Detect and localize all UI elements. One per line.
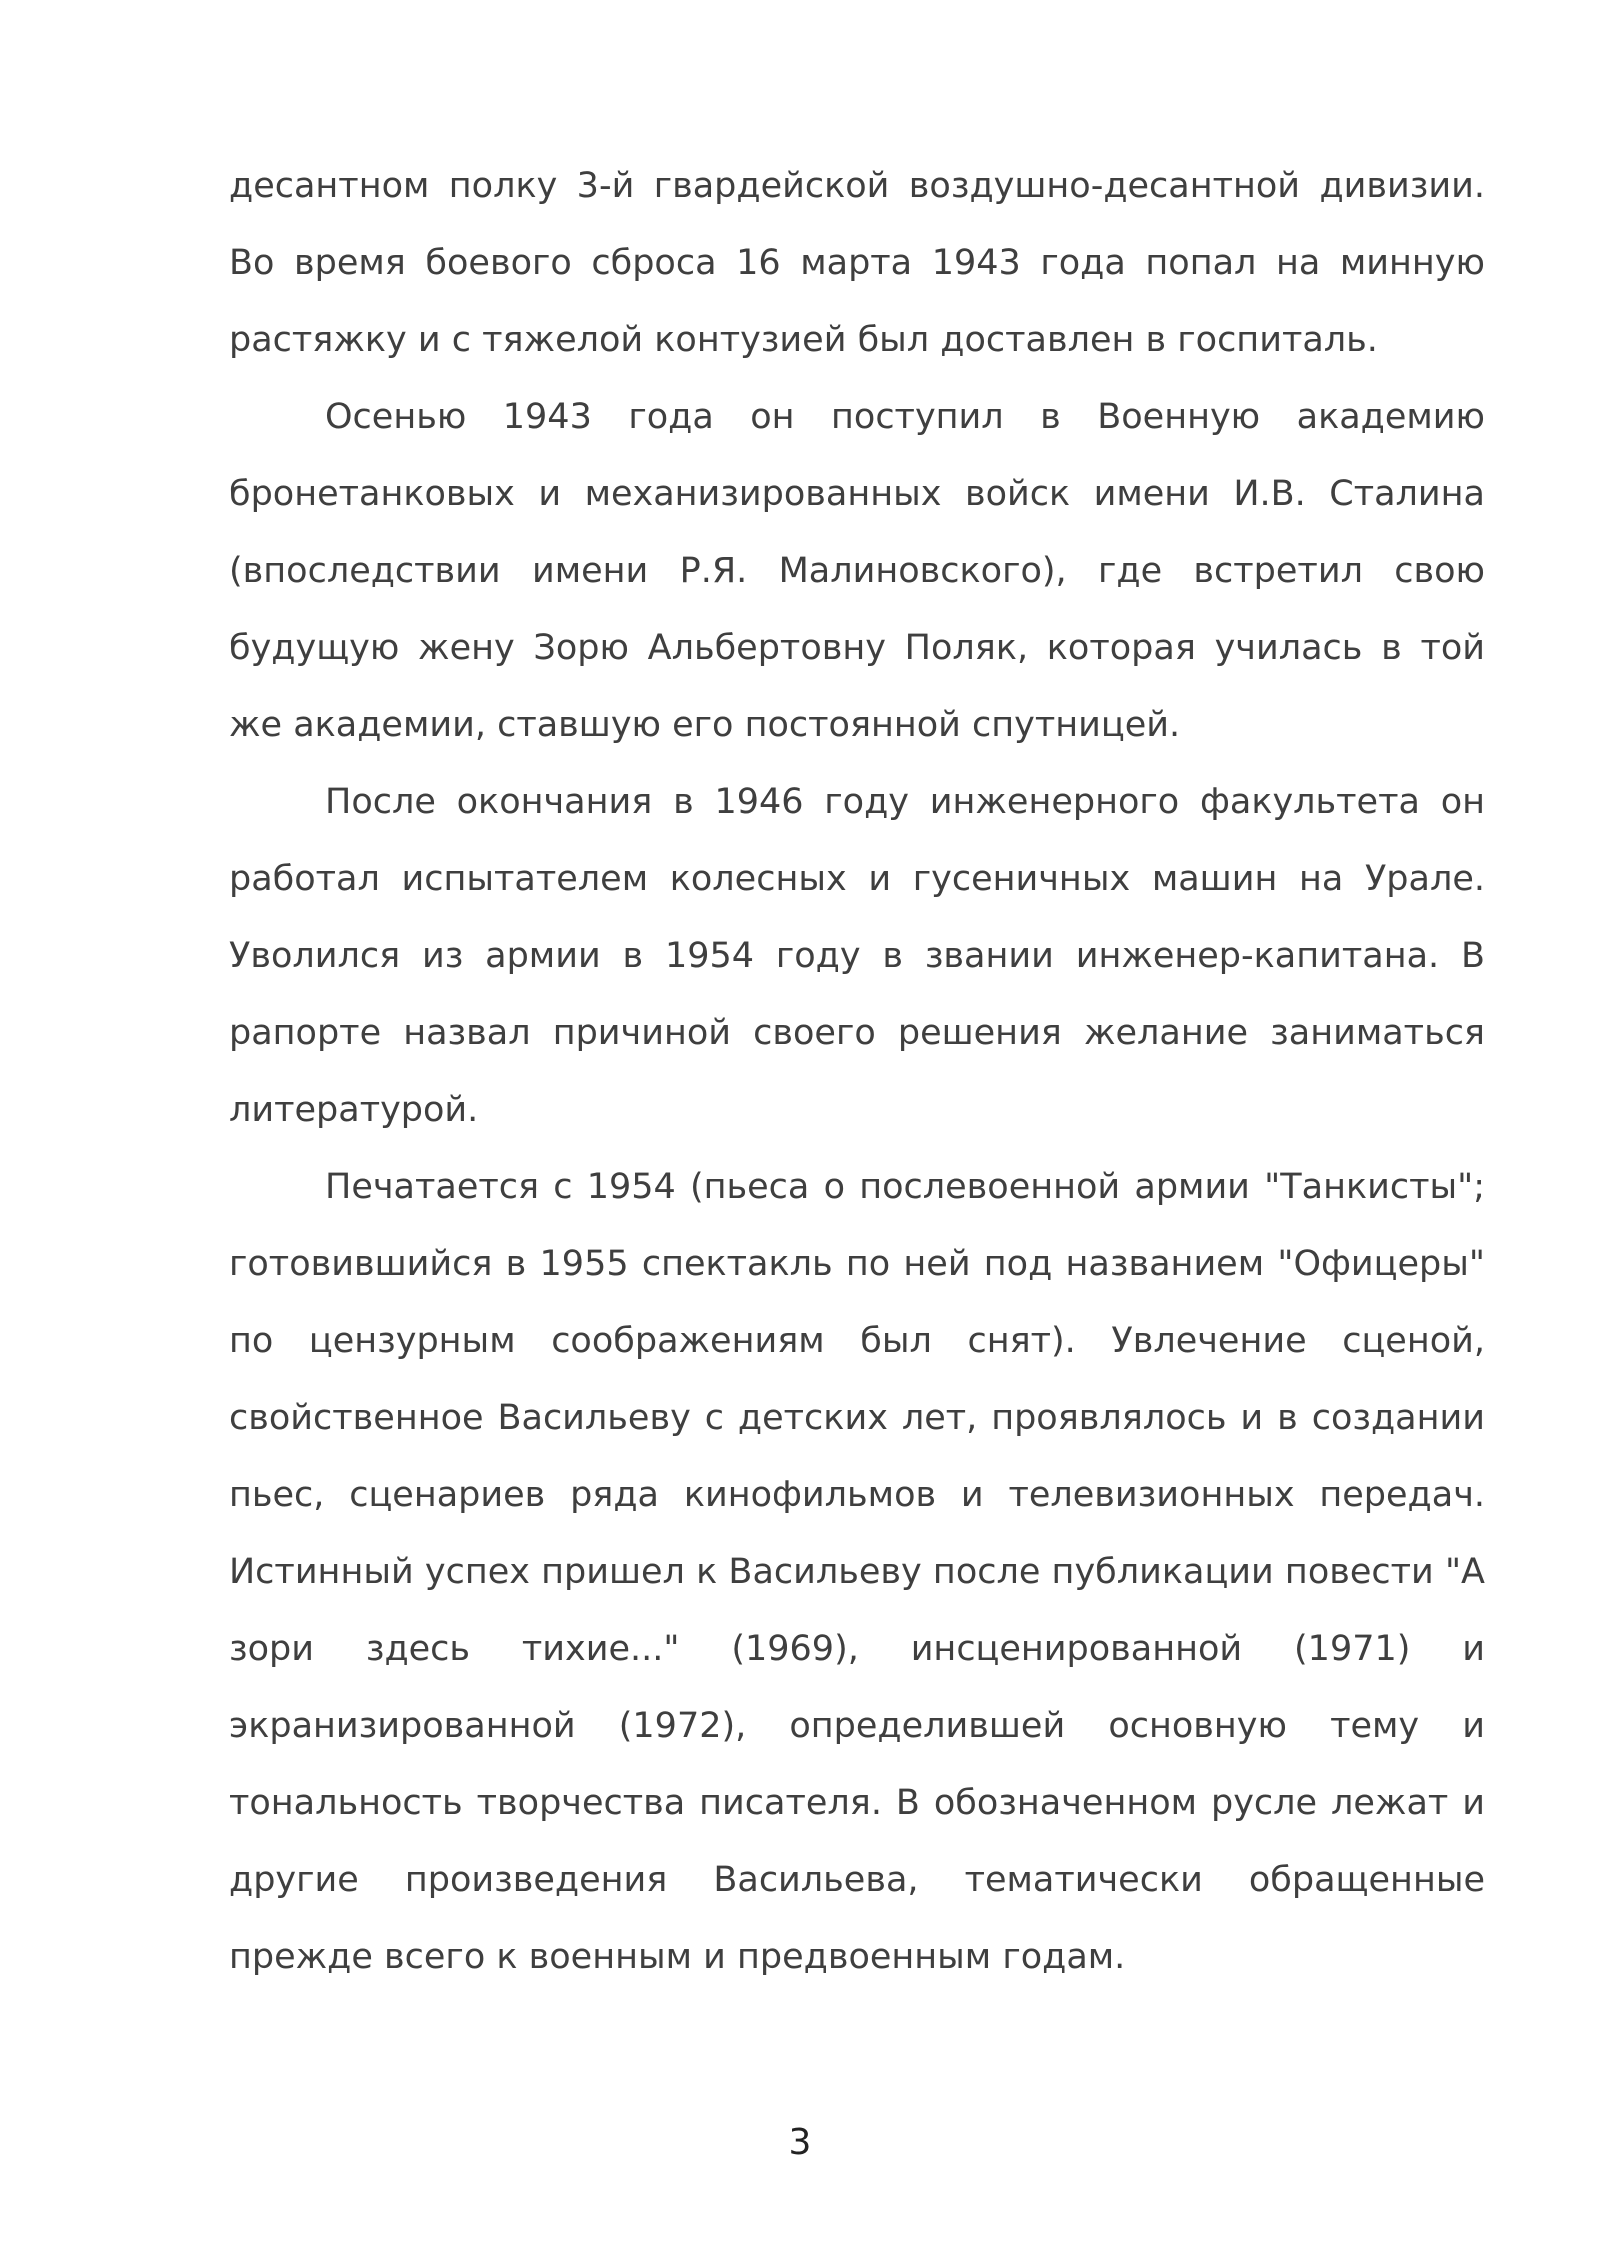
paragraph-1: десантном полку 3-й гвардейской воздушно-десантной дивизии. Во время боевого сброса 16 марта 1943 года попал на минную растяжку и с тяжелой контузией был доставлен в госпиталь. [229, 166, 1485, 360]
page-number: 3 [788, 2122, 812, 2163]
paragraph-2: Осенью 1943 года он поступил в Военную академию бронетанковых и механизированных войск имени И.В. Сталина (впоследствии имени Р.Я. Малиновского), где встретил свою будущую жену Зорю Альбертовну Поляк, которая училась в той же академии, ставшую его постоянной спутницей. [229, 397, 1485, 745]
paragraph-3: После окончания в 1946 году инженерного факультета он работал испытателем колесных и гусеничных машин на Урале. Уволился из армии в 1954 году в звании инженер-капитана. В рапорте назвал причиной своего решения желание заниматься литературой. [229, 782, 1485, 1130]
body-text [229, 148, 1485, 1996]
paragraph-4: Печатается с 1954 (пьеса о послевоенной армии "Танкисты"; готовившийся в 1955 спектакль по ней под названием "Офицеры" по цензурным соображениям был снят). Увлечение сценой, свойственное Васильеву с детских лет, проявлялось и в создании пьес, сценариев ряда кинофильмов и телевизионных передач. Истинный успех пришел к Васильеву после публикации повести "А зори здесь тихие..." (1969), инсценированной (1971) и экранизированной (1972), определившей основную тему и тональность творчества писателя. В обозначенном русле лежат и другие произведения Васильева, тематически обращенные прежде всего к военным и предвоенным годам. [229, 1167, 1485, 1977]
